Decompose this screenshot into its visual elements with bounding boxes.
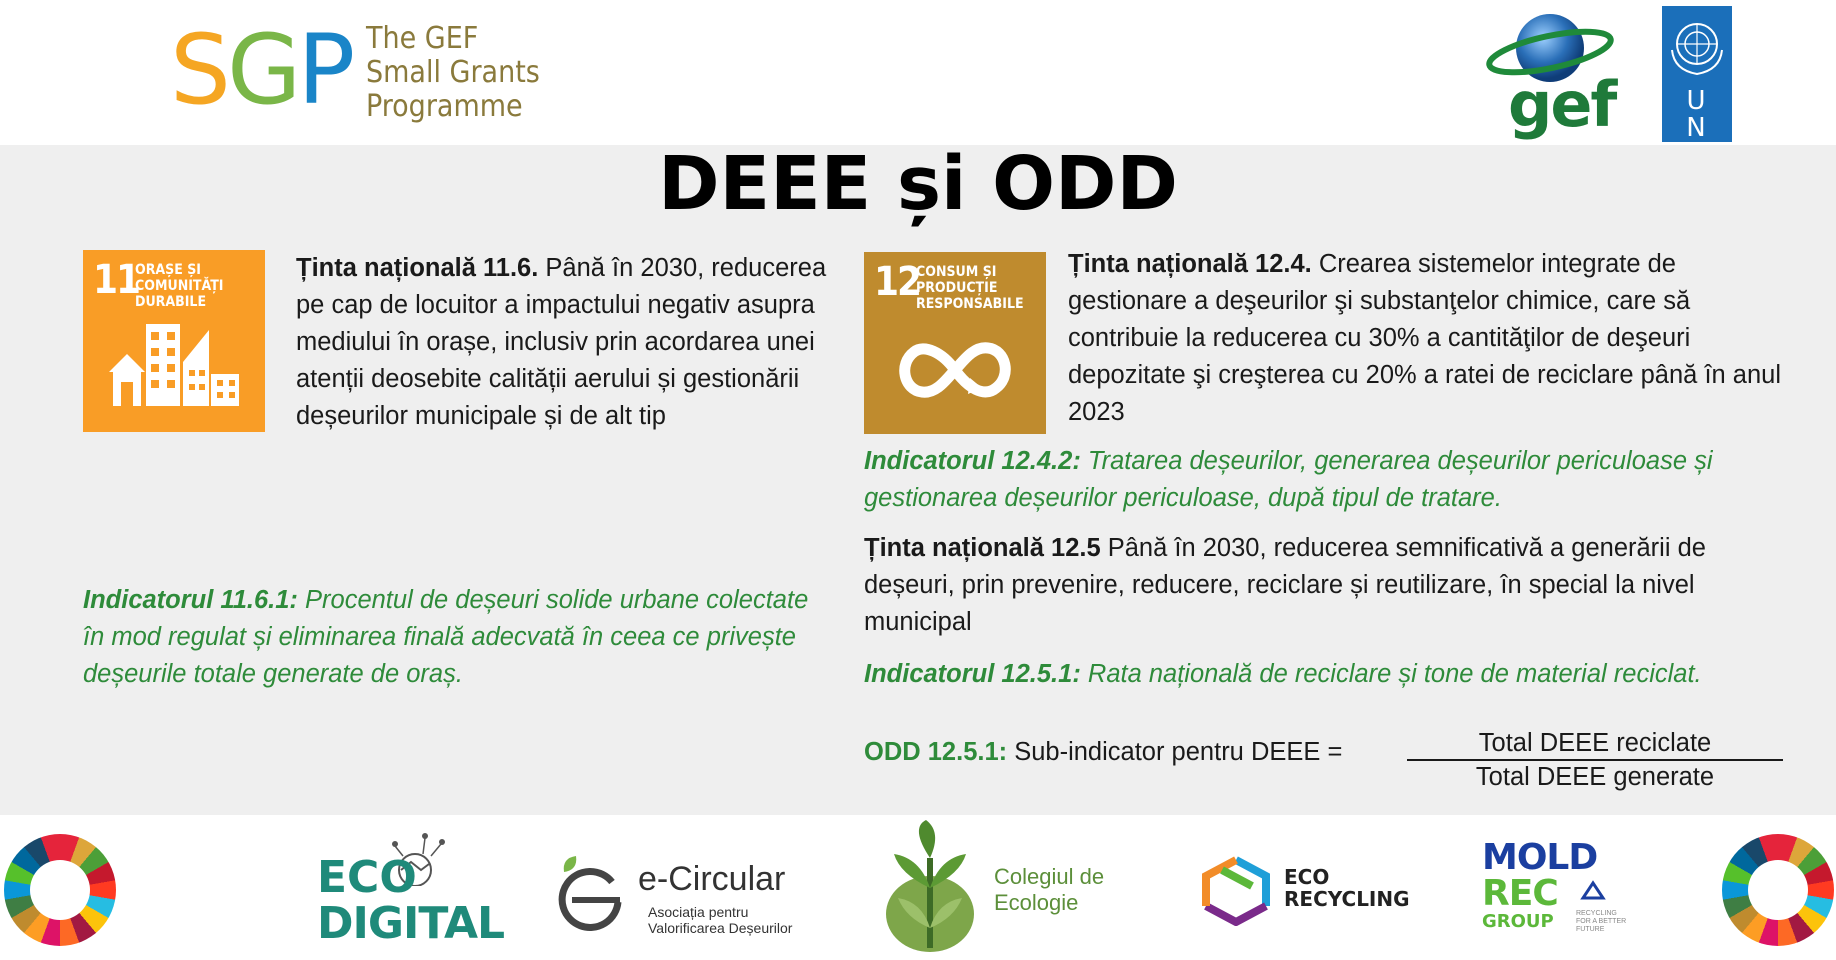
target-11-6 [296,250,836,435]
undp-letters: U N [1686,86,1716,143]
colegiul-de-ecologie-logo [870,818,1120,958]
sgp-letters: SGP [170,14,352,126]
indicator-11-6-1-label: Indicatorul 11.6.1: [83,586,298,614]
moldrec-mold: MOLD [1482,837,1598,878]
moldrec-tagline: RECYCLING FOR A BETTER FUTURE [1576,910,1627,933]
ecodigital-logo [315,826,505,949]
ecorecycling-text: ECO RECYCLING [1284,865,1410,911]
recycle-icon [1578,880,1608,910]
recycling-hexagon-icon [1196,856,1276,926]
fraction-numerator: Total DEEE reciclate [1478,729,1712,757]
odd-formula [864,727,1794,791]
target-12-4-heading: Ținta națională 12.4. [1068,250,1312,278]
sdg-12-label: CONSUM ȘI PRODUCȚIE RESPONSABILE [916,264,1024,312]
indicator-12-4-2-label: Indicatorul 12.4.2: [864,447,1081,475]
sdg-12-number: 12 [874,259,921,305]
formula-fraction [1407,727,1783,793]
indicator-12-5-1 [864,656,1794,693]
target-12-4 [1068,246,1798,431]
city-buildings-icon [83,250,265,432]
ecircular-name: e-Circular [638,860,786,898]
sgp-logo [170,14,540,126]
ecorecycling-logo [1196,856,1436,926]
ecodigital-eco: ECO [317,852,417,903]
indicator-11-6-1 [83,582,823,693]
undp-logo [1662,6,1732,142]
moldrec-group: GROUP [1482,911,1554,932]
plant-icon [870,818,990,958]
sdg-wheel-icon [4,834,116,946]
target-11-6-text: Până în 2030, reducerea pe cap de locuitor a impactului negativ asupra mediului în orașe, inclusiv prin acordarea unei atenții deosebite calității aerului și gestionării deșeurilor municipale și de alt tip [296,254,827,430]
indicator-12-5-1-label: Indicatorul 12.5.1: [864,660,1081,688]
colegiul-name: Colegiul de Ecologie [994,864,1105,915]
sdg-11-label: ORAȘE ȘI COMUNITĂȚI DURABILE [135,262,224,310]
sgp-text: The GEF Small Grants Programme [366,21,540,124]
indicator-12-5-1-text: Rata națională de reciclare și tone de material reciclat. [1080,660,1702,688]
sdg-wheel-icon [1722,834,1834,946]
indicator-12-4-2 [864,443,1794,517]
target-11-6-heading: Ținta națională 11.6. [296,254,539,282]
infinity-arrow-icon [864,252,1046,434]
odd-formula-label [864,734,1342,771]
sdg-11-number: 11 [93,257,140,303]
un-emblem-icon [1662,10,1732,80]
moldrec-rec: REC [1482,873,1558,914]
target-12-5-heading: Ținta națională 12.5 [864,534,1101,562]
ecircular-logo [556,852,826,942]
fraction-denominator: Total DEEE generate [1475,763,1715,791]
gef-logo: gef [1484,6,1616,144]
page-title: DEEE și ODD [658,141,1178,227]
target-12-5-text: Până în 2030, reducerea semnificativă a generării de deșeuri, prin prevenire, reducere, reciclare și reutilizare, în special la nivel municipal [864,534,1706,636]
indicator-11-6-1-text: Procentul de deșeuri solide urbane colectate în mod regulat și eliminarea finală adecvată în ceea ce privește deșeurile totale generate de oraș. [83,586,809,688]
moldrec-logo [1482,837,1642,940]
odd-formula-text: Sub-indicator pentru DEEE = [1007,738,1343,766]
odd-code: ODD 12.5.1: [864,738,1008,766]
ecodigital-digital: DIGITAL [317,898,505,949]
target-12-5 [864,530,1794,641]
sdg-12-tile [864,252,1046,434]
sdg-11-tile [83,250,265,432]
ecircular-subtitle: Asociația pentru Valorificarea Deșeurilor [648,904,793,936]
ecircular-icon [556,852,636,942]
indicator-12-4-2-text: Tratarea deșeurilor, generarea deșeurilor periculoase și gestionarea deșeurilor periculoase, după tipul de tratare. [864,447,1713,512]
target-12-4-text: Crearea sistemelor integrate de gestionare a deşeurilor şi substanţelor chimice, care să contribuie la reducerea cu 30% a cantităţilor de deşeuri depozitate şi creşterea cu 20% a ratei de reciclare până în anul 2023 [1068,250,1782,426]
